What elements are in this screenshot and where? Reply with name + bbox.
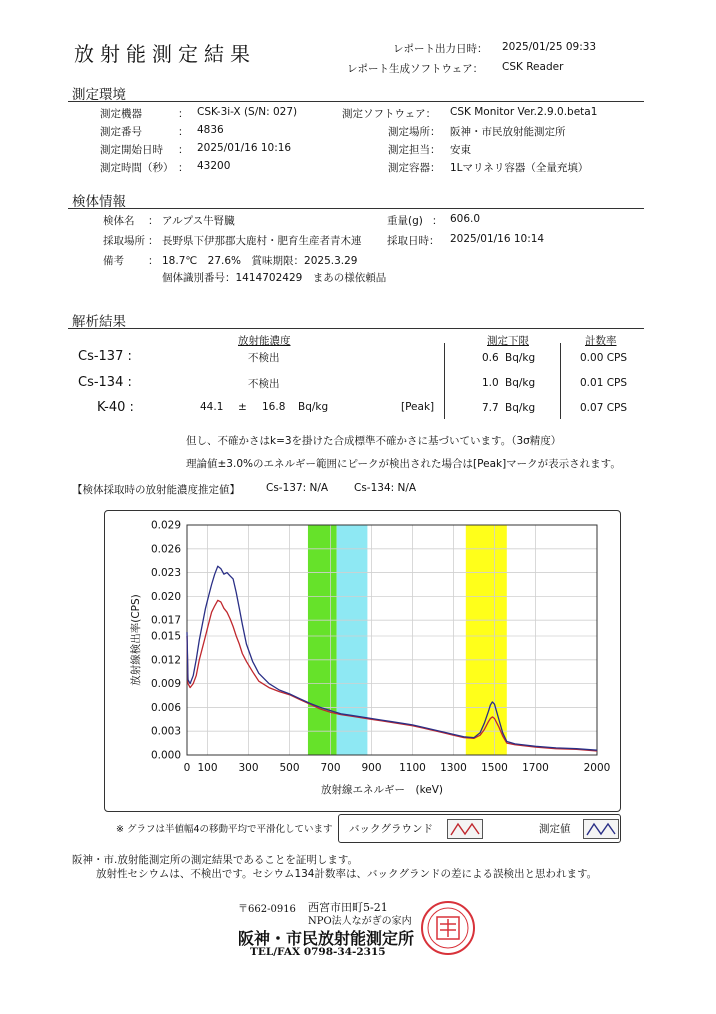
sample-place-label: 採取場所 (103, 235, 145, 247)
stamp-address: 西宮市田町5-21 (308, 901, 388, 914)
certification-line: 阪神・市.放射能測定所の測定結果であることを証明します。 (72, 854, 358, 866)
y-axis-label: 放射線検出率(CPS) (130, 594, 142, 686)
nuclide-cs134: Cs-134 : (78, 375, 132, 390)
x-tick-label: 100 (197, 762, 218, 774)
limit-unit-cs134: Bq/kg (505, 377, 536, 389)
y-tick-label: 0.029 (150, 519, 181, 532)
stamp-tel: TEL/FAX 0798-34-2315 (250, 946, 386, 958)
x-tick-label: 0 (183, 762, 191, 774)
x-axis-label: 放射線エネルギー (keV) (320, 784, 444, 796)
env-label: 測定機器 (100, 108, 142, 120)
env-colon: ： (178, 144, 189, 156)
y-tick-label: 0.026 (150, 543, 181, 556)
uncertainty-note: 但し、不確かさはk=3を掛けた合成標準不確かさに基づいています。（3σ精度） (186, 435, 562, 447)
env-colon: ： (178, 126, 189, 138)
sample-place-value: 長野県下伊那郡大鹿村・肥育生産者青木連 (162, 235, 362, 247)
limit-unit-cs137: Bq/kg (505, 352, 536, 364)
x-tick-label: 700 (320, 762, 341, 774)
conc-k40-pm: ± (238, 401, 247, 413)
legend-measured-label: 測定値 (539, 823, 571, 835)
chart-legend (338, 814, 621, 843)
nuclide-cs137: Cs-137 : (78, 349, 132, 364)
sample-date-value: 2025/01/16 10:14 (450, 233, 545, 245)
x-tick-label: 2000 (583, 762, 611, 774)
sample-note-value: 18.7℃ 27.6% 賞味期限：2025.3.29 (162, 255, 358, 267)
y-tick-label: 0.006 (150, 701, 181, 714)
env-colon: ： (178, 162, 189, 174)
column-divider (560, 343, 561, 419)
x-tick-label: 1500 (481, 762, 508, 774)
env-value: 1Lマリネリ容器（全量充填） (450, 162, 589, 174)
organization-stamp (238, 896, 428, 960)
estimate-cs137: Cs-137: N/A (266, 482, 329, 494)
sample-name-value: アルプス牛腎臓 (162, 215, 235, 227)
col-rate-header: 計数率 (585, 335, 617, 347)
y-tick-label: 0.009 (150, 678, 181, 691)
sample-note-value2: 個体識別番号：1414702429 まあの様依頼品 (162, 272, 387, 284)
y-tick-label: 0.020 (150, 590, 181, 603)
sample-heading: 検体情報 (72, 194, 126, 210)
x-tick-label: 500 (279, 762, 300, 774)
stamp-postal: 〒662-0916 (238, 904, 296, 915)
energy-band (466, 525, 507, 755)
official-seal-icon (420, 900, 476, 956)
sample-weight-label: 重量(g) (387, 215, 423, 227)
limit-val-cs134: 1.0 (482, 377, 499, 389)
sample-note-label: 備考 (103, 255, 124, 267)
env-label: 測定場所： (388, 126, 441, 138)
y-tick-label: 0.017 (150, 614, 181, 627)
env-value: CSK-3i-X (S/N: 027) (197, 106, 298, 118)
sample-colon: ： (148, 255, 159, 267)
spectrum-chart-frame (104, 510, 621, 812)
peak-marker: [Peak] (401, 401, 435, 413)
stamp-org-name: 阪神・市民放射能測定所 (238, 929, 415, 948)
sample-name-label: 検体名 (103, 215, 135, 227)
y-tick-label: 0.003 (150, 725, 181, 738)
cesium-comment: 放射性セシウムは、不検出です。セシウム134計数率は、バックグランドの差による誤検出と思われます。 (96, 868, 598, 880)
conc-k40-unit: Bq/kg (298, 401, 329, 413)
limit-val-cs137: 0.6 (482, 352, 499, 364)
env-rule (68, 101, 644, 102)
conc-k40-value: 44.1 (200, 401, 224, 413)
estimate-label: 【検体採取時の放射能濃度推定値】 (72, 484, 240, 496)
env-value: CSK Monitor Ver.2.9.0.beta1 (450, 106, 598, 118)
x-tick-label: 1700 (522, 762, 549, 774)
smoothing-note: ※ グラフは半値幅4の移動平均で平滑化しています (116, 824, 333, 835)
background-wave-icon (447, 819, 483, 839)
nuclide-k40: K-40 : (97, 400, 134, 415)
env-value: 阪神・市民放射能測定所 (450, 126, 566, 138)
sample-date-label: 採取日時： (387, 235, 440, 247)
x-tick-label: 900 (361, 762, 382, 774)
sample-colon: ： (148, 235, 159, 247)
conc-cs137: 不検出 (248, 352, 280, 364)
env-label: 測定番号 (100, 126, 142, 138)
col-conc-header: 放射能濃度 (238, 335, 291, 347)
env-label: 測定開始日時 (100, 144, 163, 156)
results-rule (68, 328, 644, 329)
spectrum-chart (105, 511, 620, 811)
report-time-value: 2025/01/25 09:33 (502, 41, 597, 53)
y-tick-label: 0.000 (150, 749, 181, 762)
y-tick-label: 0.023 (150, 567, 181, 580)
rate-cs134: 0.01 CPS (580, 377, 628, 389)
env-value: 43200 (197, 160, 231, 172)
env-value: 2025/01/16 10:16 (197, 142, 292, 154)
sample-rule (68, 208, 644, 209)
sample-weight-value: 606.0 (450, 213, 481, 225)
y-tick-label: 0.015 (150, 630, 181, 643)
stamp-address-2: NPO法人ながぎの家内 (308, 916, 412, 927)
env-colon: ： (178, 108, 189, 120)
x-tick-label: 300 (238, 762, 259, 774)
energy-band (308, 525, 337, 755)
measured-wave-icon (583, 819, 619, 839)
limit-unit-k40: Bq/kg (505, 402, 536, 414)
x-tick-label: 1100 (399, 762, 426, 774)
env-heading: 測定環境 (72, 87, 126, 103)
y-tick-label: 0.012 (150, 654, 181, 667)
conc-k40-error: 16.8 (262, 401, 286, 413)
results-heading: 解析結果 (72, 314, 126, 330)
conc-cs134: 不検出 (248, 378, 280, 390)
rate-cs137: 0.00 CPS (580, 352, 628, 364)
peak-note: 理論値±3.0%のエネルギー範囲にピークが検出された場合は[Peak]マークが表示されます。 (186, 458, 621, 470)
rate-k40: 0.07 CPS (580, 402, 628, 414)
env-value: 4836 (197, 124, 224, 136)
sample-colon: ： (432, 215, 443, 227)
env-label: 測定時間（秒） (100, 162, 174, 174)
env-label: 測定ソフトウェア： (342, 108, 437, 120)
sample-colon: ： (148, 215, 159, 227)
x-tick-label: 1300 (440, 762, 467, 774)
env-label: 測定担当： (388, 144, 441, 156)
legend-background-label: バックグラウンド (349, 823, 433, 835)
page-title: 放射能測定結果 (74, 42, 256, 66)
report-time-label: レポート出力日時： (393, 43, 488, 55)
energy-band (337, 525, 368, 755)
env-value: 安東 (450, 144, 471, 156)
limit-val-k40: 7.7 (482, 402, 499, 414)
software-value: CSK Reader (502, 61, 564, 73)
estimate-cs134: Cs-134: N/A (354, 482, 417, 494)
column-divider (444, 343, 445, 419)
env-label: 測定容器： (388, 162, 441, 174)
col-limit-header: 測定下限 (487, 335, 529, 347)
software-label: レポート生成ソフトウェア： (347, 63, 484, 75)
